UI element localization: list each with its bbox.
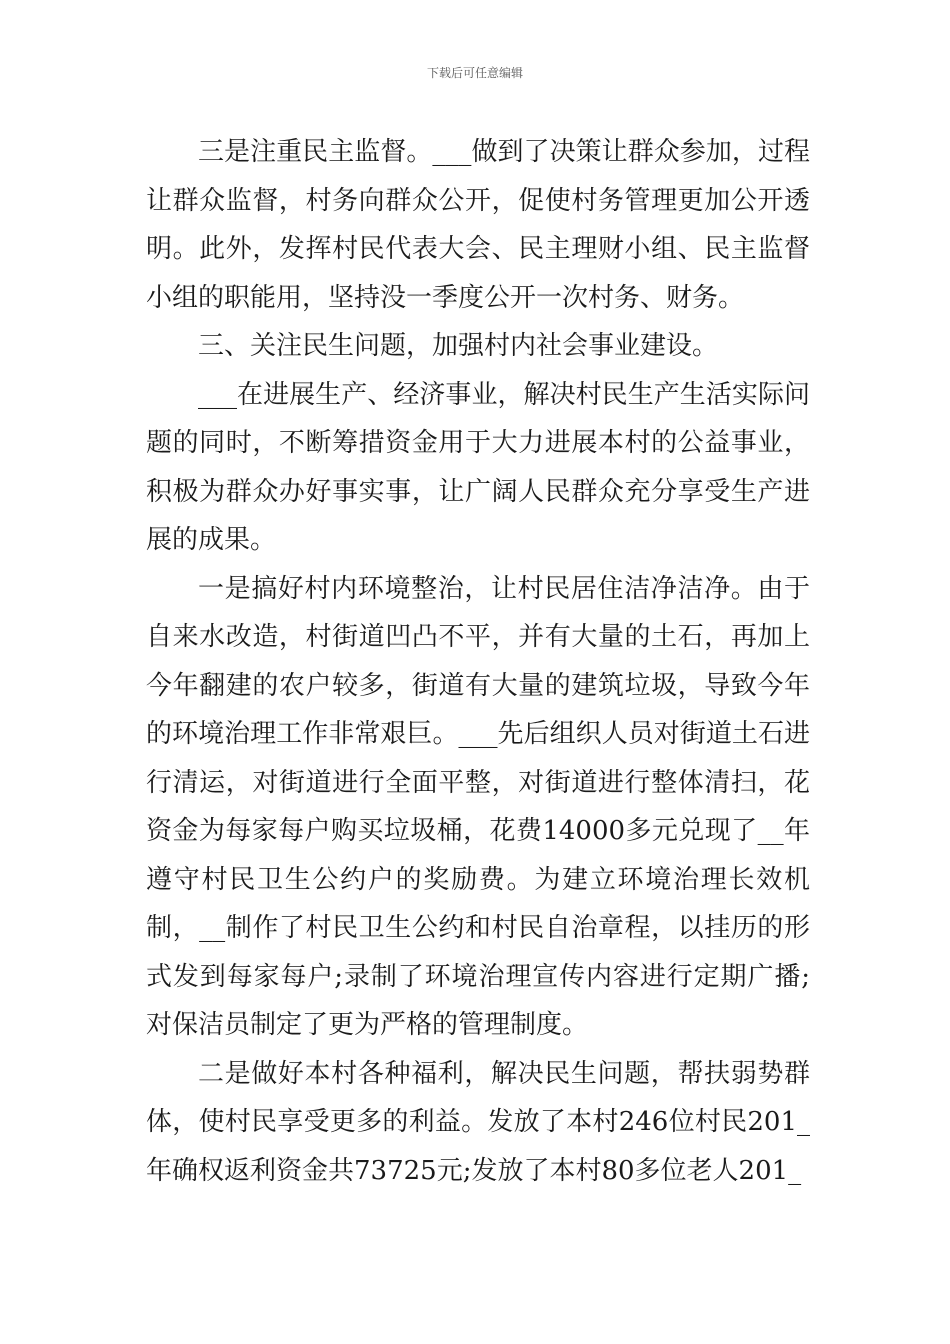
paragraph-public-welfare: ___在进展生产、经济事业，解决村民生产生活实际问题的同时，不断筹措资金用于大力进展本村的公益事业，积极为群众办好事实事，让广阔人民群众充分享受生产进展的成果。 [146, 379, 810, 555]
page-header: 下载后可任意编辑 [426, 66, 523, 80]
paragraph-democratic-supervision: 三是注重民主监督。___做到了决策让群众参加，过程让群众监督，村务向群众公开，促使村务管理更加公开透明。此外，发挥村民代表大会、民主理财小组、民主监督小组的职能用，坚持没一季度公开一次村务、财务。 [146, 137, 810, 313]
paragraph-environment: 一是搞好村内环境整治，让村民居住洁净洁净。由于自来水改造，村街道凹凸不平，并有大量的土石，再加上今年翻建的农户较多，街道有大量的建筑垃圾，导致今年的环境治理工作非常艰巨。___先后组织人员对街道土石进行清运，对街道进行全面平整，对街道进行整体清扫，花资金为每家每户购买垃圾桶，花费14000多元兑现了__年遵守村民卫生公约户的奖励费。为建立环境治理长效机制，__制作了村民卫生公约和村民自治章程，以挂历的形式发到每家每户;录制了环境治理宣传内容进行定期广播;对保洁员制定了更为严格的管理制度。 [146, 573, 810, 1040]
section-heading-livelihood: 三、关注民生问题，加强村内社会事业建设。 [198, 331, 719, 361]
paragraph-welfare-benefits: 二是做好本村各种福利，解决民生问题，帮扶弱势群体，使村民享受更多的利益。发放了本村246位村民201_年确权返利资金共73725元;发放了本村80多位老人201_ [146, 1058, 810, 1186]
document-body [146, 128, 810, 1195]
